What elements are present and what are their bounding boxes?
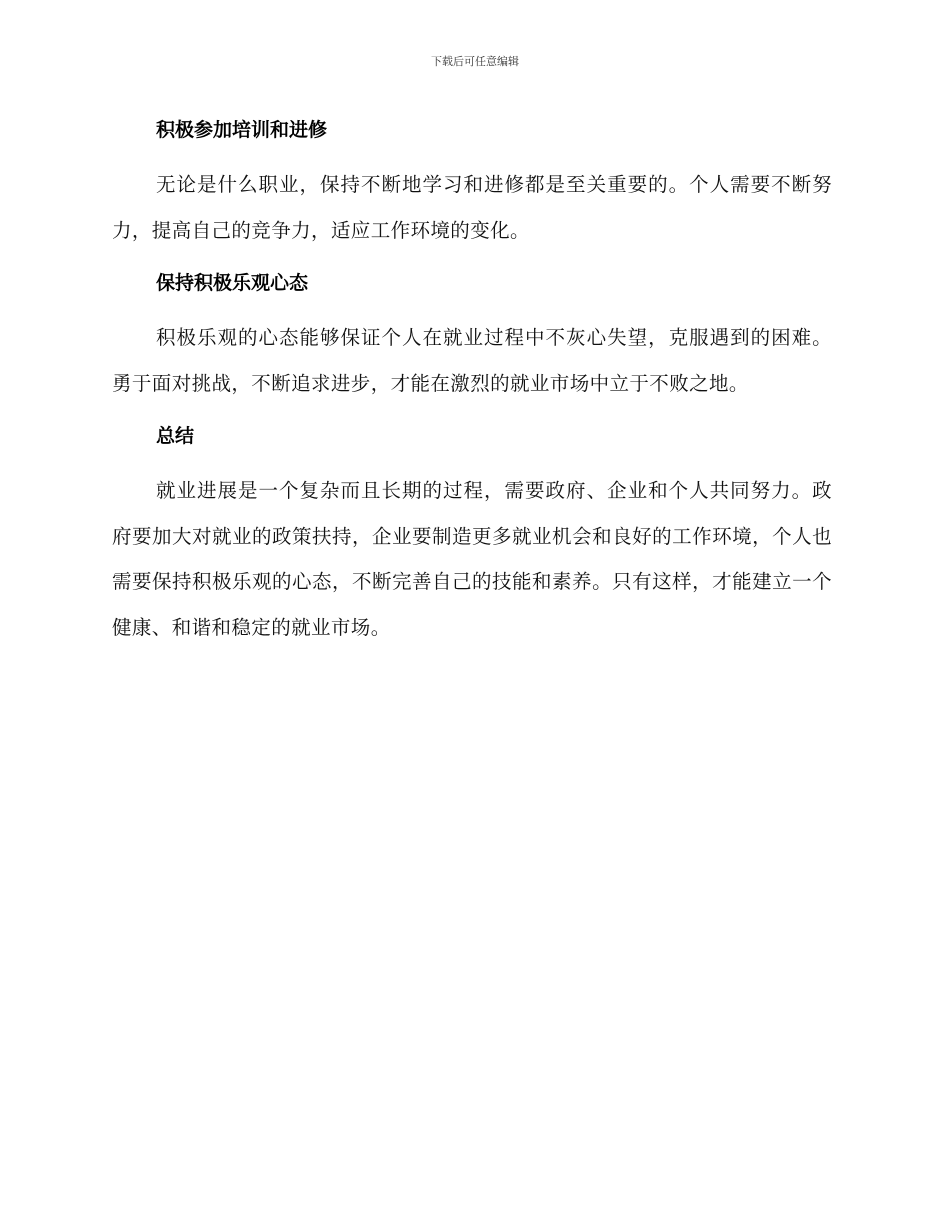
- section-heading: 总结: [156, 425, 195, 447]
- page-header-note: 下载后可任意编辑: [431, 55, 519, 68]
- section-training: [112, 112, 832, 265]
- section-heading: 保持积极乐观心态: [156, 272, 309, 294]
- document-body: [112, 112, 832, 650]
- section-summary: [112, 418, 832, 650]
- section-paragraph: 就业进展是一个复杂而且长期的过程，需要政府、企业和个人共同努力。政府要加大对就业的政策扶持，企业要制造更多就业机会和良好的工作环境，个人也需要保持积极乐观的心态，不断完善自己的技能和素养。只有这样，才能建立一个健康、和谐和稳定的就业市场。: [112, 479, 832, 639]
- section-heading: 积极参加培训和进修: [156, 119, 328, 141]
- section-mindset: [112, 265, 832, 418]
- section-paragraph: 无论是什么职业，保持不断地学习和进修都是至关重要的。个人需要不断努力，提高自己的竞争力，适应工作环境的变化。: [112, 173, 832, 242]
- section-paragraph: 积极乐观的心态能够保证个人在就业过程中不灰心失望，克服遇到的困难。勇于面对挑战，不断追求进步，才能在激烈的就业市场中立于不败之地。: [112, 326, 832, 395]
